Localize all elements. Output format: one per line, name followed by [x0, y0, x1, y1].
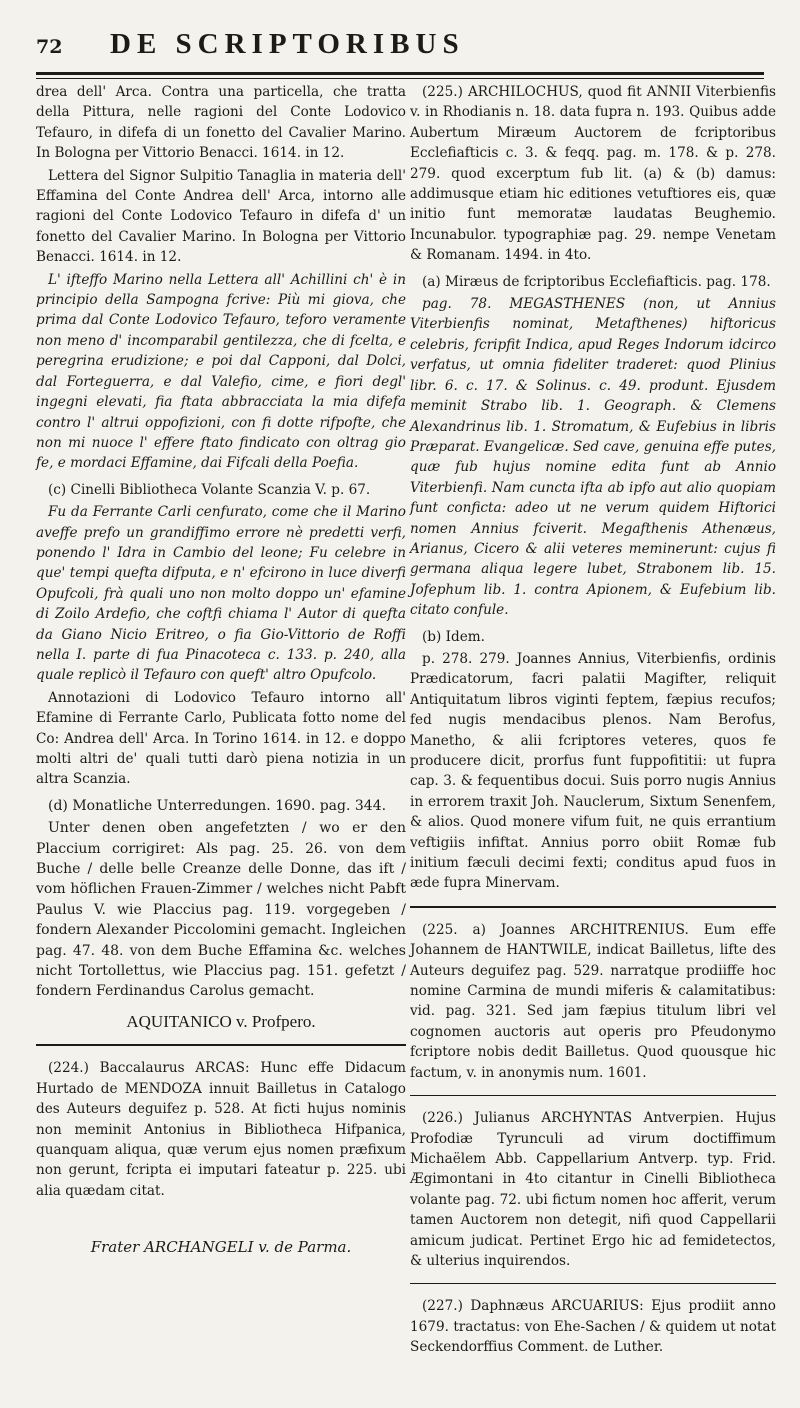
separator-rule-right-2	[410, 1095, 776, 1096]
entry-225a: (225. a) Joannes ARCHITRENIUS. Eum effe Johannem de HANTWILE, indicat Bailletus, lifte des Auteurs deguifez pag. 529. narratque prodiiffe hoc nomine Carmina de mundi miferis & calamitatibus: vid. pag. 321. Sed jam fæpius titulum libri vel cognomen auctoris aut operis pro Pfeudonymo fcriptore nobis dedit Bailletus. Quod quousque hic factum, v. in anonymis num. 1601.	[410, 921, 776, 1081]
separator-rule	[36, 1044, 406, 1046]
running-title: DE SCRIPTORIBUS	[110, 28, 465, 60]
page-number: 72	[36, 36, 63, 58]
right-paragraph-3: p. 278. 279. Joannes Annius, Viterbienfis, ordinis Prædicatorum, facri palatii Magifter, reliquit Antiquitatum libros viginti feptem, fæpius recufos; fed nugis mendacibus plenos. Nam Berofus, Manetho, & alii fcriptores veteres, quos fe producere dicit, prorfus funt fuppofititii: ut fupra cap. 3. & fequentibus docui. Suis porro nugis Annius in errorem traxit Joh. Nauclerum, Sixtum Senenfem, & alios. Quod monere vifum fuit, ne quis errantium veftigiis infiftat. Annius porro obiit Romæ fub initium fæculi decimi fexti; conditus apud fuos in æde fupra Minervam.	[410, 650, 776, 892]
note-a: (a) Miræus de fcriptoribus Ecclefiafticis. pag. 178.	[422, 273, 771, 290]
left-paragraph-2: Lettera del Signor Sulpitio Tanaglia in materia dell' Effamina del Conte Andrea dell' Arca, intorno alle ragioni del Conte Lodovico Tefauro in difefa d' un fonetto del Cavalier Marino. In Bologna per Vittorio Benacci. 1614. in 12.	[36, 167, 406, 266]
entry-224: (224.) Baccalaurus ARCAS: Hunc effe Didacum Hurtado de MENDOZA innuit Bailletus in Catalogo des Auteurs deguifez p. 528. At ficti hujus nominis non meminit Antonius in Bibliotheca Hifpanica, quanquam aliqua, quæ verum ejus nomen præfixum non gerunt, fcripta ei imputari fateatur p. 225. ubi alia quædam citat.	[36, 1060, 406, 1199]
frater-reference: Frater ARCHANGELI v. de Parma.	[90, 1238, 352, 1257]
left-paragraph-4: Fu da Ferrante Carli cenfurato, come che il Marino aveffe prefo un grandiffimo errore nè predetti verfi, ponendo l' Idra in Cambio del leone; Fu celebre in que' tempi quefta difputa, e n' efcirono in luce diverfi Opufcoli, frà quali uno non molto doppo un' efamine di Zoilo Ardefio, che coftfi chiama l' Autor di quefta da Giano Nicio Eritreo, o fia Gio-Vittorio de Roffi nella I. parte di fua Pinacoteca c. 133. p. 240, alla quale replicò il Tefauro con queft' altro Opufcolo.	[36, 504, 406, 684]
page-header	[0, 0, 800, 72]
right-column	[410, 82, 776, 1360]
left-paragraph-5: Annotazioni di Lodovico Tefauro intorno all' Efamine di Ferrante Carlo, Publicata fotto nome del Co: Andrea dell' Arca. In Torino 1614. in 12. e doppo molti altri de' quali tutti darò piena notizia in un altra Scanzia.	[36, 689, 406, 788]
right-paragraph-2: pag. 78. MEGASTHENES (non, ut Annius Viterbienfis nominat, Metafthenes) hiftoricus celebris, fcripfit Indica, apud Reges Indorum idcirco verfatus, ut omnia fideliter traderet: quod Plinius libr. 6. c. 17. & Solinus. c. 49. produnt. Ejusdem meminit Strabo lib. 1. Geograph. & Clemens Alexandrinus lib. 1. Stromatum, & Eufebius in libris Præparat. Evangelicæ. Sed cave, genuina effe putes, quæ fub hujus nomine edita funt ab Annio Viterbienfi. Nam cuncta ifta ab ipfo aut alio quopiam funt conficta: adeo ut ne verum quidem Hiftorici nomen Annius fciverit. Megafthenis Athenæus, Arianus, Cicero & alii veteres meminerunt: cujus fi germana aliqua legere lubet, Strabonem lib. 15. Jofephum lib. 1. contra Apionem, & Eufebium lib. citato confule.	[410, 296, 776, 619]
separator-rule-right-3	[410, 1283, 776, 1284]
note-b: (b) Idem.	[422, 628, 485, 645]
left-paragraph-6: Unter denen oben angefetzten / wo er den Placcium corrigiret: Als pag. 25. 26. von dem Buche / delle belle Creanze delle Donne, das ift / vom höflichen Frauen-Zimmer / welches nicht Pabft Paulus V. wie Placcius pag. 119. vorgegeben / fondern Alexander Piccolomini gemacht. Ingleichen pag. 47. 48. von dem Buche Effamina &c. welches nicht Tortollettus, wie Placcius pag. 151. gefetzt / fondern Ferdinandus Carolus gemacht.	[36, 820, 406, 1000]
separator-rule-right-1	[410, 906, 776, 908]
left-column	[36, 82, 406, 1260]
left-paragraph-3: L' ifteffo Marino nella Lettera all' Achillini ch' è in principio della Sampogna fcrive: Più mi giova, che prima dal Conte Lodovico Tefauro, teforo veramente non meno d' incomparabil gentilezza, che di fcelta, e peregrina erudizione; e poi dal Capponi, dal Dolci, dal Forteguerra, e dal Valefio, cime, e fiori degl' ingegni elevati, fia ftata abbracciata la mia difefa contro l' altrui oppofizioni, con fi dotte rifpofte, che non mi nuoce l' effere ftato findicato con oltrag gio fe, e mordaci Effamine, dai Fifcali della Poefia.	[36, 271, 406, 472]
entry-225: (225.) ARCHILOCHUS, quod fit ANNII Viterbienfis v. in Rhodianis n. 18. data fupra n. 193. Quibus adde Aubertum Miræum Auctorem de fcriptoribus Ecclefiafticis c. 3. & feqq. pag. m. 178. & p. 278. 279. quod excerptum fub lit. (a) & (b) damus: addimusque etiam hic editiones vetuftiores eis, quæ initio funt memoratæ laudatas Beughemio. Incunabulor. typographiæ pag. 29. nempe Venetam & Romanam. 1494. in 4to.	[410, 84, 776, 264]
note-d: (d) Monatliche Unterredungen. 1690. pag. 344.	[48, 797, 387, 814]
entry-227: (227.) Daphnæus ARCUARIUS: Ejus prodiit anno 1679. tractatus: von Ehe-Sachen / & quidem ut notat Seckendorffius Comment. de Luther.	[410, 1298, 776, 1356]
header-rule	[36, 72, 764, 79]
entry-226: (226.) Julianus ARCHYNTAS Antverpien. Hujus Profodiæ Tyrunculi ad virum doctiffimum Michaëlem Abb. Cappellarium Antverp. typ. Frid. Ægimontani in 4to citantur in Cinelli Bibliotheca volante pag. 72. ubi fictum nomen hoc afferit, verum tamen Auctorem non detegit, nifi quod Cappellarii amicum judicat. Pertinet Ergo hic ad femidetectos, & ulterius inquirendos.	[410, 1110, 776, 1269]
note-c: (c) Cinelli Bibliotheca Volante Scanzia V. p. 67.	[48, 481, 371, 498]
left-paragraph-1: drea dell' Arca. Contra una particella, che tratta della Pittura, nelle ragioni del Conte Lodovico Tefauro, in difefa di un fonetto del Cavalier Marino. In Bologna per Vittorio Benacci. 1614. in 12.	[36, 84, 406, 162]
aquitanico-reference: AQUITANICO v. Profpero.	[126, 1011, 316, 1031]
